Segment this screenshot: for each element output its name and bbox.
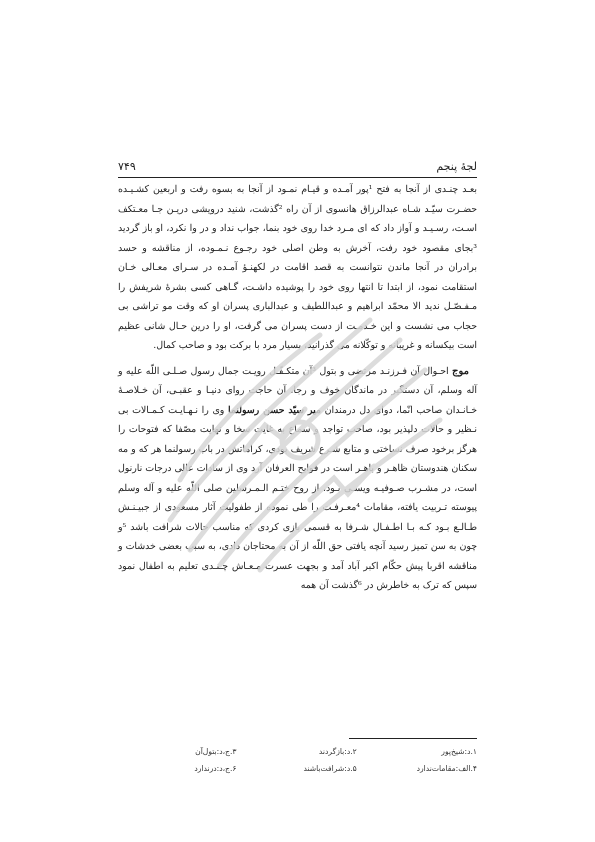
paragraph-1: بعـد چنـدی از آنجا به فتح ¹پور آمـده و قیـام نمـود از آنجا به بسوه رفت و اربعین کشـیـده حضـرت سیّـد شـاه عبدالرزاق هانسوی از آن راه ²گذشت، شنید درویشی دریـن جـا معـتکف اسـت، رسـیـد و آواز داد که ای مـرد خدا روی خود بنما، جواب نداد و در وا نکرد، او باز گردید ³بجای مقصود خود رفت، آخرش به وطن اصلی خود رجـوع نـمـوده، از مناقشه و حسد برادران در آنجا ماندن نتوانست به قصد اقامت در لکهنـؤ آمـده در سـرای معـالی خـان استقامت نمود، از ابتدا تا انتها روی خود را پوشیده داشـت، گـاهی کسی بشرۀ شریفش را مـفـصّـل ندید الا محمّد ابراهیم و عبداللطیف و عبدالباری پسران او که وقت مو تراشی بی حجاب می نشست و این خـدمـت از دست پسران می گرفت، او را درین حـال شانی عظیم است بیکسانه و غریبانه و توکّلانه می گذرانید، بسیار مرد با برکت بود و صاحب کمال. (118, 184, 478, 351)
main-text (118, 180, 477, 596)
footnotes (118, 743, 477, 777)
person-name: میر سیّد حسن رسولنما (227, 404, 321, 416)
footnote-4: ۴.الف:مقامات‌ندارد (416, 764, 477, 773)
paragraph-2-text-a: احـوال آن فـرزنـد مرتضی و بتول ³آن متکـفّـل رویـت جمال رسول صـلـی اللّه علیه و آله وسلم، آن دستگیر در ماندگان خوف و رجا، آن حاجت روای دنیـا و عقبـی، آن خـلاصـۀ خـانـدان صاحب انّما، دوای دل درمندان (118, 365, 478, 416)
paragraph-2 (118, 362, 477, 596)
footnote-2: ۲.د:باز‌گردند (318, 747, 357, 756)
header-divider (118, 177, 477, 178)
page-number: ۷۴۹ (118, 160, 136, 173)
footnote-divider (349, 738, 477, 739)
footnote-6: ۶.ج،د:در‌ندارد (194, 764, 237, 773)
footnote-5: ۵.د:شرافت‌باشند (303, 764, 357, 773)
footnote-1: ۱.د:شیخ‌پور (441, 747, 477, 756)
running-title: لجۀ پنجم (436, 160, 477, 173)
footnote-row-2 (118, 760, 477, 777)
footnote-row-1 (118, 743, 477, 760)
page-header (118, 160, 477, 176)
footnote-3: ۳.ج،د:بتول‌آن (195, 747, 237, 756)
paragraph-2-text-b: وی را نـهـایـت کـمـالات بی نـظیر و حالات دلپذیر بود، صاحب تواجد و سماع به غایت سخا و نهایت مصّفا که فتوحات را هرگز برخود صرف نساختی و متابع شـرع شریف بودی، کراماتش در باب رسولنما هر که و مه سکنان هندوستان ظاهـر و باهـر است در فوایح العرفان آرد وی از سادات عالی درجات نارنول است، در مشـرب صـوفیـه ویسـی بـود، از روح ختـم الـمـرسلین صلی اللّه علیه و آله وسلم پیوسته تـربیت یافته، مقامات ⁴معـرفـت را طی نموده از طفولیت آثار مسعودی از جبیـنـش طـالـع بـود کـه بـا اطـفـال شـرفا به قسمی بازی کردی که مناسب حالات شرافت باشد ⁵و چون به سن تمیز رسید آنچه یافتی حق اللّه از آن به محتاجان دادی، به سبب بعضی خدشات و مناقشه اقربا پیش حکّام اکبر آباد آمد و بجهت عسرت مـعـاش چـنـدی تعلیم به اطفال نمود سپس که ترک به خاطرش در ⁶گذشت آن همه (118, 404, 477, 591)
paragraph-lead-word: موج (452, 365, 469, 377)
